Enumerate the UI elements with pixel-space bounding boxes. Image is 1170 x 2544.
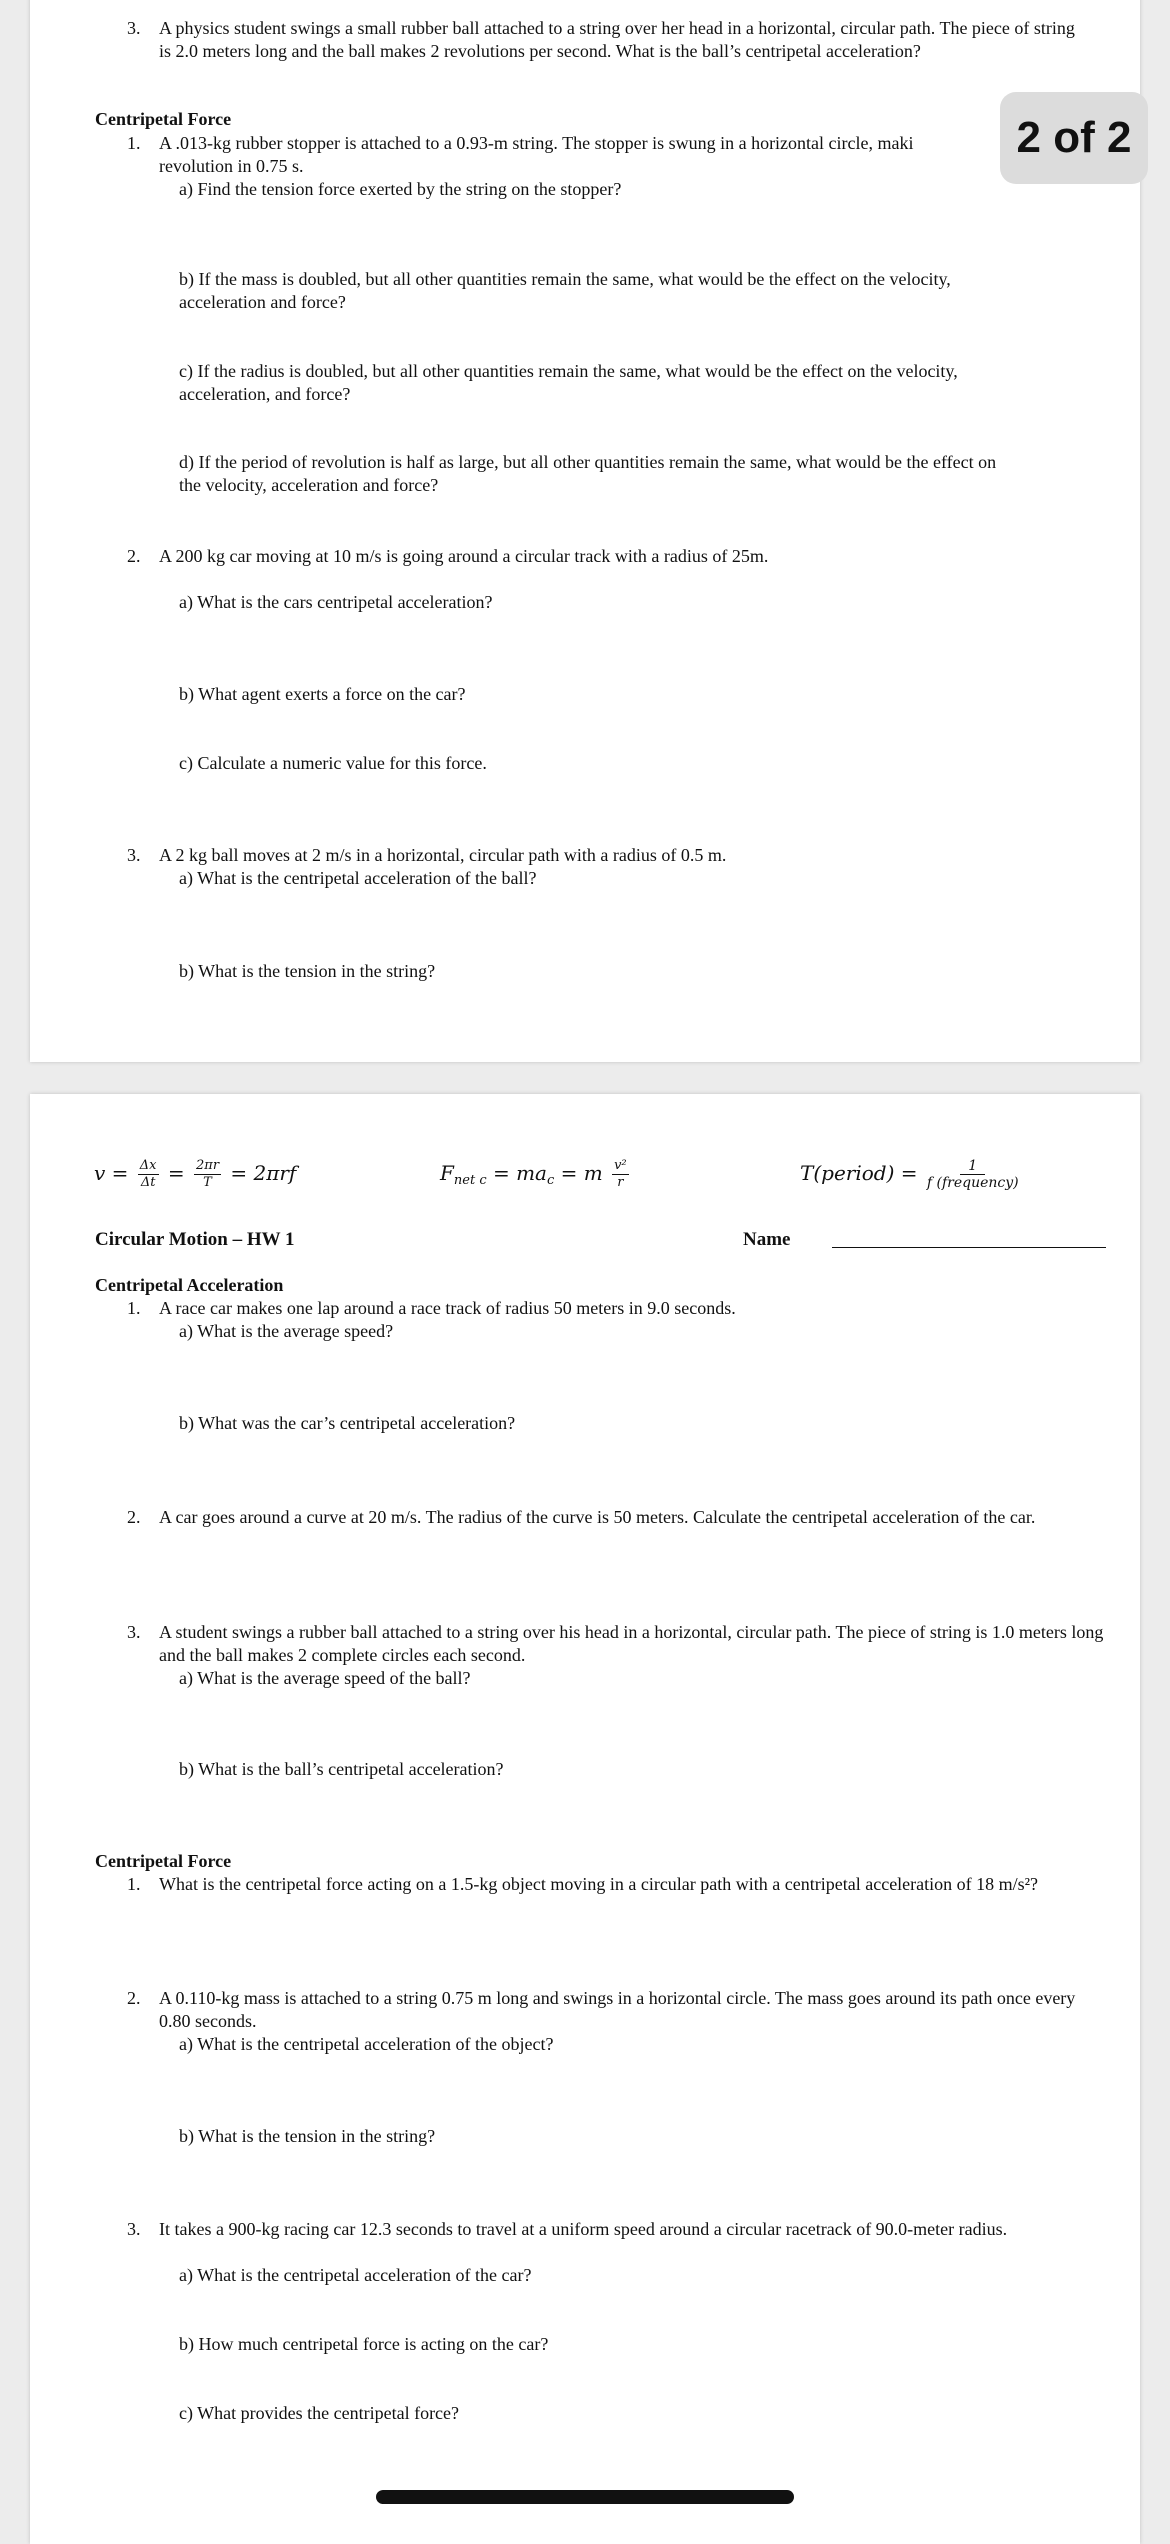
subquestion: d) If the period of revolution is half as large, but all other quantities remain the same, what would be the effect on the velocity, acceleration and force? [179, 452, 997, 495]
subquestion: a) What is the centripetal acceleration of the object? [179, 2034, 554, 2054]
question-number: 2. [127, 546, 141, 566]
equation-text: = 2πrf [230, 1161, 297, 1185]
equation-text: = m [560, 1161, 603, 1185]
equation-text: T(period) = [800, 1161, 918, 1185]
question-number: 1. [127, 1874, 141, 1894]
fraction [927, 1158, 1019, 1191]
subquestion: b) What is the tension in the string? [179, 2126, 436, 2146]
question-text: A student swings a rubber ball attached to a string over his head in a horizontal, circular path. The piece of string is 1.0 meters long and the ball makes 2 complete circles each second. [159, 1622, 1104, 1665]
section-heading: Centripetal Acceleration [95, 1275, 284, 1295]
question-text: A .013-kg rubber stopper is attached to a 0.93-m string. The stopper is swung in a horizontal circle, maki [159, 133, 914, 153]
question-text-continued: revolution in 0.75 s. [159, 156, 304, 176]
denominator: T [203, 1175, 212, 1190]
question-text: A 2 kg ball moves at 2 m/s in a horizontal, circular path with a radius of 0.5 m. [159, 845, 727, 865]
equation-text: F [440, 1161, 454, 1185]
subquestion: a) What is the centripetal acceleration of the car? [179, 2265, 532, 2285]
home-indicator-bar[interactable] [376, 2490, 794, 2504]
subscript: c [546, 1173, 555, 1188]
subquestion: a) What is the centripetal acceleration of the ball? [179, 868, 537, 888]
question-number: 2. [127, 1988, 141, 2008]
equation-text: = [167, 1161, 185, 1185]
denominator: r [617, 1175, 624, 1190]
question-number: 1. [127, 133, 141, 153]
equation-velocity [94, 1158, 296, 1191]
subquestion: b) If the mass is doubled, but all other quantities remain the same, what would be the effect on the velocity, acceleration and force? [179, 269, 951, 312]
subquestion: c) If the radius is doubled, but all other quantities remain the same, what would be the effect on the velocity, acceleration, and force? [179, 361, 958, 404]
section-heading: Centripetal Force [95, 109, 232, 129]
question-text: A race car makes one lap around a race track of radius 50 meters in 9.0 seconds. [159, 1298, 736, 1318]
page-title: Circular Motion – HW 1 [95, 1229, 295, 1250]
fraction [138, 1158, 159, 1191]
numerator: v² [614, 1158, 627, 1173]
subquestion: b) What is the ball’s centripetal acceleration? [179, 1759, 504, 1779]
equation-text: v = [94, 1161, 129, 1185]
subquestion: b) How much centripetal force is acting on the car? [179, 2334, 549, 2354]
equation-force [440, 1158, 632, 1191]
subquestion: c) What provides the centripetal force? [179, 2403, 460, 2423]
subquestion: a) What is the average speed? [179, 1321, 394, 1341]
question-number: 1. [127, 1298, 141, 1318]
question-number: 3. [127, 18, 141, 38]
question-number: 2. [127, 1507, 141, 1527]
numerator: Δx [139, 1158, 157, 1173]
denominator: f (frequency) [926, 1175, 1019, 1191]
page-indicator-badge: 2 of 2 [1000, 92, 1148, 184]
question-text: A 0.110-kg mass is attached to a string 0.75 m long and swings in a horizontal circle. The mass goes around its path once every 0.80 seconds. [159, 1988, 1076, 2031]
equation-period [800, 1158, 1022, 1191]
numerator: 1 [960, 1158, 985, 1175]
subquestion: b) What was the car’s centripetal acceleration? [179, 1413, 516, 1433]
subquestion: a) What is the average speed of the ball? [179, 1668, 471, 1688]
question-text: It takes a 900-kg racing car 12.3 seconds to travel at a uniform speed around a circular racetrack of 90.0-meter radius. [159, 2219, 1008, 2239]
question-number: 3. [127, 2219, 141, 2239]
denominator: Δt [140, 1175, 156, 1190]
name-blank-line [832, 1246, 1106, 1248]
equation-text: = ma [492, 1161, 547, 1185]
subquestion: a) Find the tension force exerted by the string on the stopper? [179, 179, 622, 199]
document-page-1 [30, 0, 1140, 1062]
section-heading: Centripetal Force [95, 1851, 232, 1871]
subscript: net c [453, 1173, 487, 1188]
subquestion: a) What is the cars centripetal acceleration? [179, 592, 493, 612]
document-page-2 [30, 1094, 1140, 2544]
name-label: Name [743, 1229, 791, 1250]
question-number: 3. [127, 845, 141, 865]
subquestion: c) Calculate a numeric value for this force. [179, 753, 487, 773]
question-text: A car goes around a curve at 20 m/s. The radius of the curve is 50 meters. Calculate the centripetal acceleration of the car. [159, 1507, 1036, 1527]
question-text: What is the centripetal force acting on a 1.5-kg object moving in a circular path with a centripetal acceleration of 18 m/s²? [159, 1874, 1039, 1894]
subquestion: b) What agent exerts a force on the car? [179, 684, 466, 704]
question-text: A 200 kg car moving at 10 m/s is going around a circular track with a radius of 25m. [159, 546, 769, 566]
numerator: 2πr [196, 1158, 220, 1173]
question-number: 3. [127, 1622, 141, 1642]
subquestion: b) What is the tension in the string? [179, 961, 436, 981]
fraction [612, 1158, 629, 1191]
question-text: A physics student swings a small rubber ball attached to a string over her head in a horizontal, circular path. The piece of string is 2.0 meters long and the ball makes 2 revolutions per second. What is the ball’s centripetal acceleration? [159, 18, 1075, 61]
fraction [194, 1158, 221, 1191]
